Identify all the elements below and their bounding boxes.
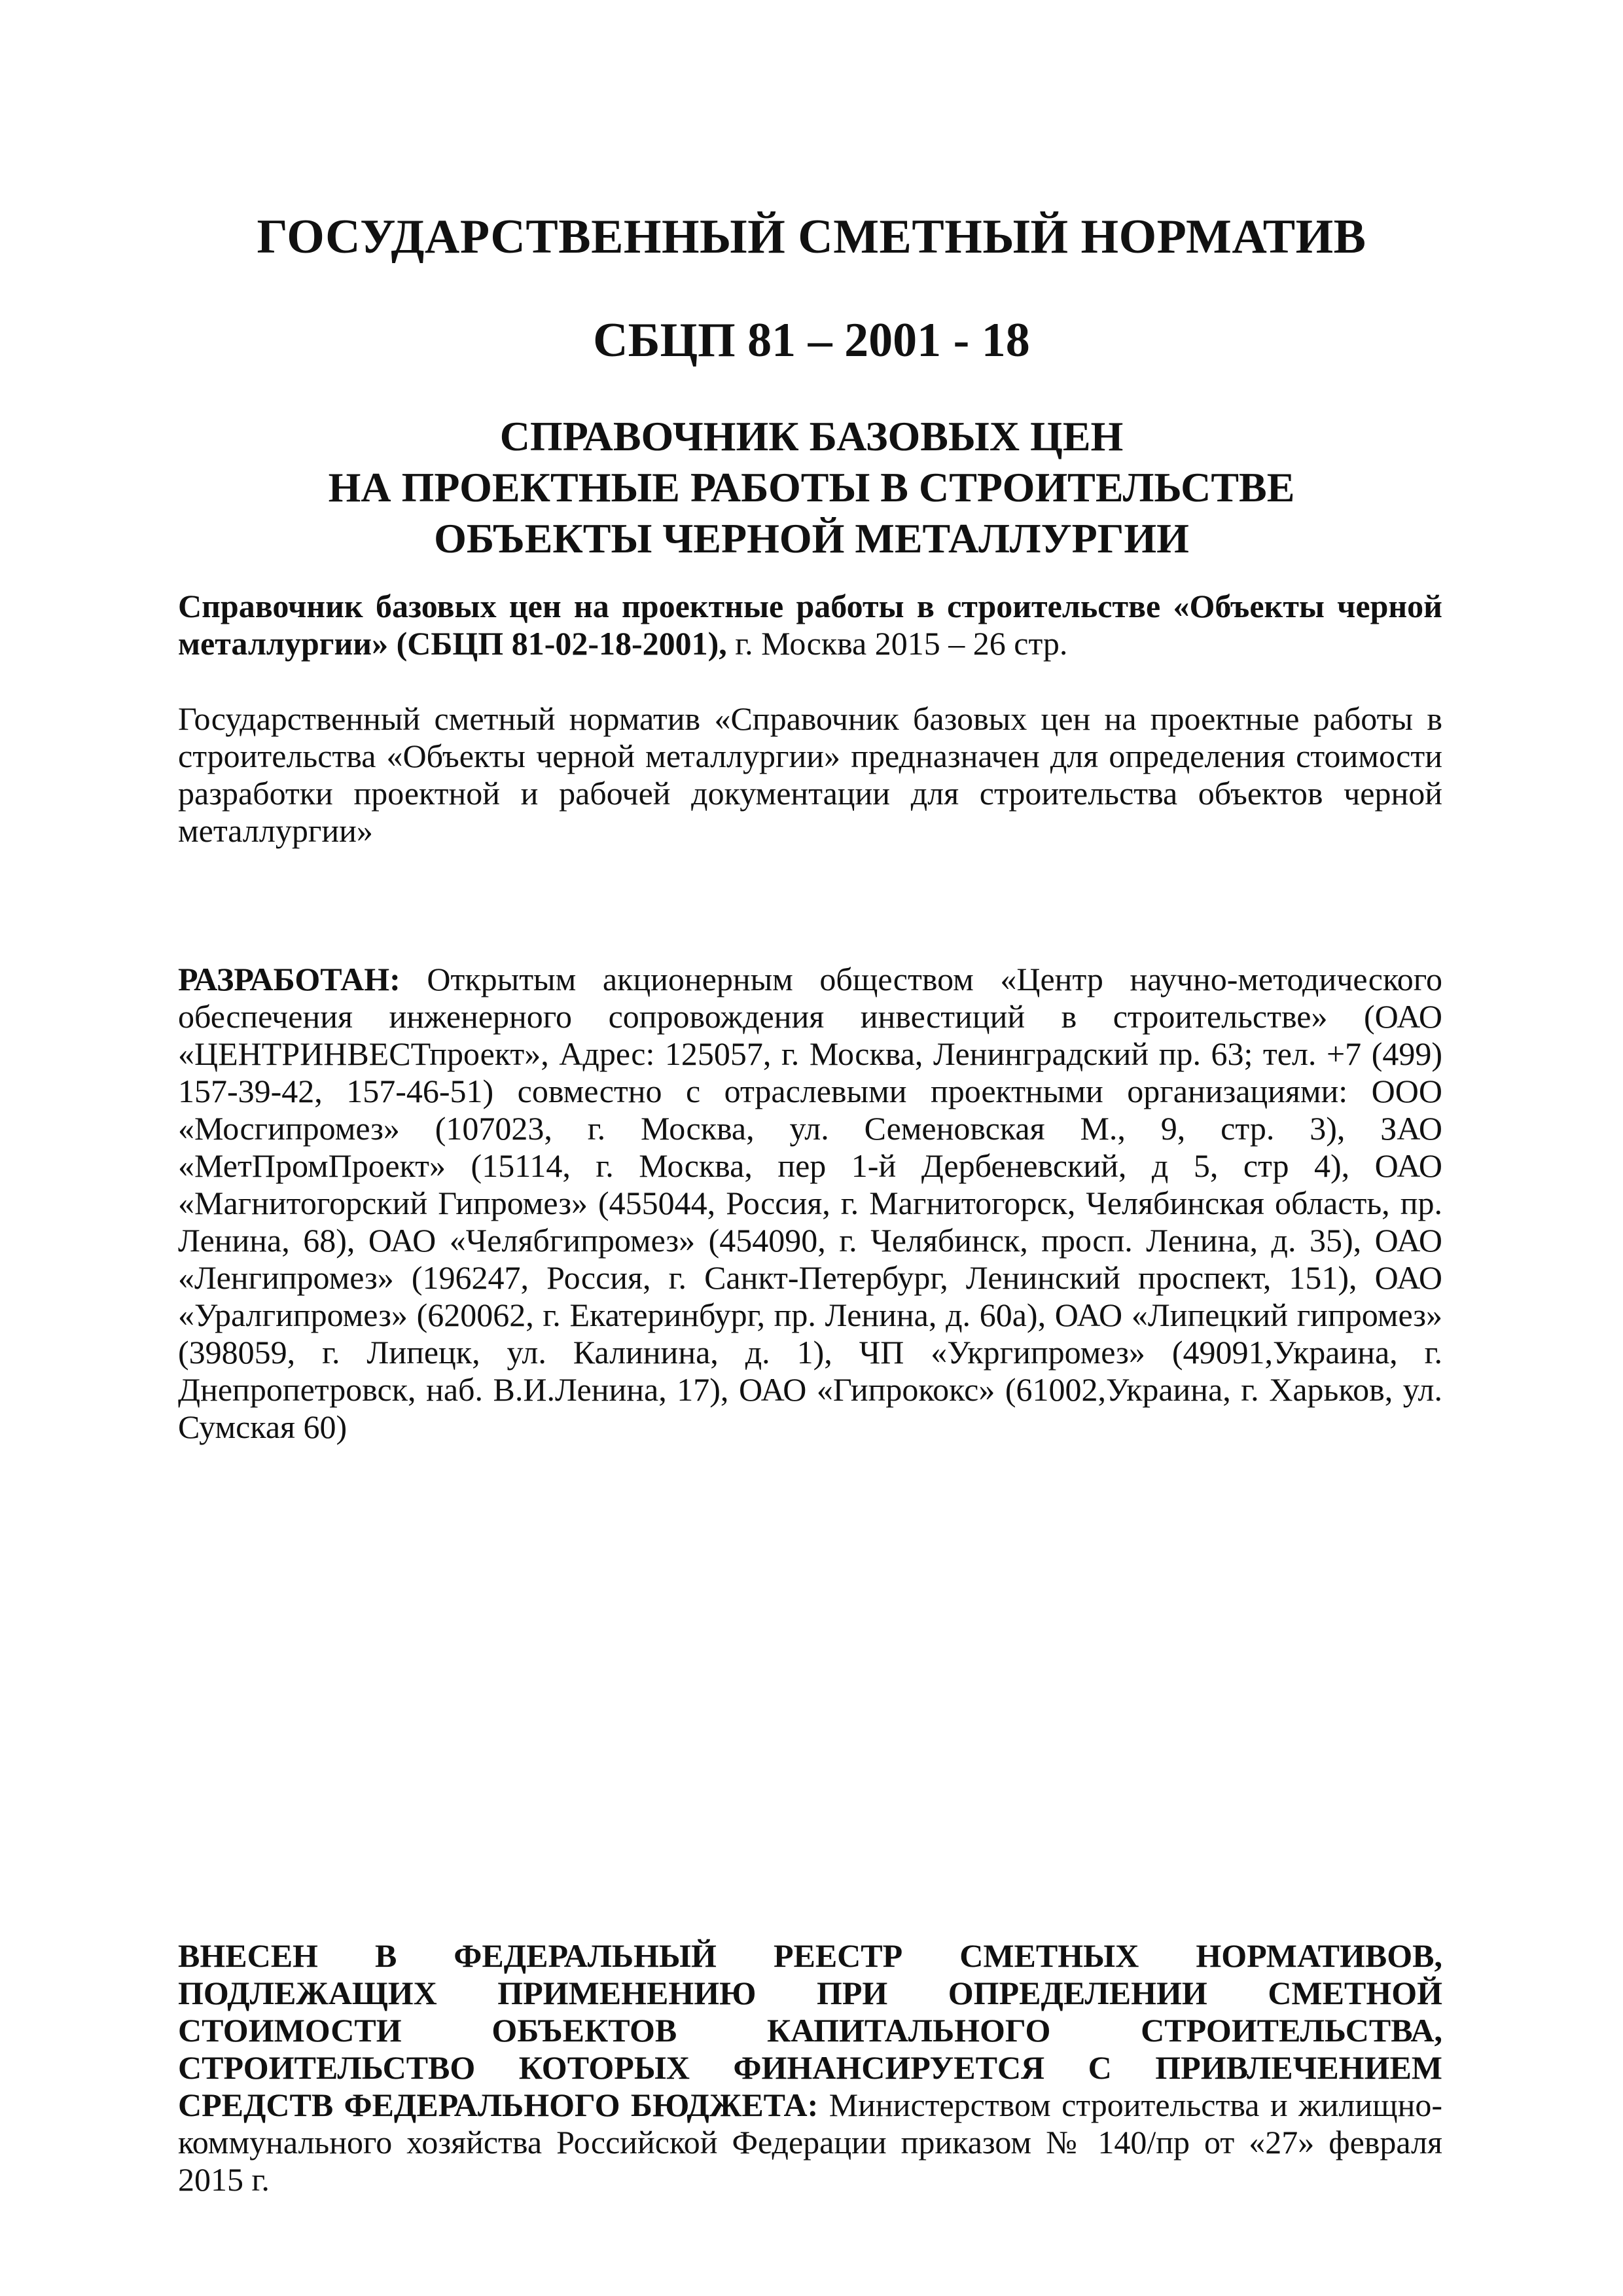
registry-text: Министерством строительства и жилищно-коммунального хозяйства Российской Федерации приказом № 140/пр от «27» февраля 2015 г.	[178, 2087, 1442, 2198]
document-code: СБЦП 81 – 2001 - 18	[593, 314, 1030, 367]
developed-paragraph	[178, 961, 1442, 1446]
developed-text: Открытым акционерным обществом «Центр научно-методического обеспечения инженерного сопровождения инвестиций в строительстве» (ОАО «ЦЕНТРИНВЕСТпроект», Адрес: 125057, г. Москва, Ленинградский пр. 63; тел. +7 (499) 157-39-42, 157-46-51) совместно с отраслевыми проектными организациями: ООО «Мосгипромез» (107023, г. Москва, ул. Семеновская М., 9, стр. 3), ЗАО «МетПромПроект» (15114, г. Москва, пер 1-й Дербеневский, д 5, стр 4), ОАО «Магнитогорский Гипромез» (455044, Россия, г. Магнитогорск, Челябинская область, пр. Ленина, 68), ОАО «Челябгипромез» (454090, г. Челябинск, просп. Ленина, д. 35), ОАО «Ленгипромез» (196247, Россия, г. Санкт-Петербург, Ленинский проспект, 151), ОАО «Уралгипромез» (620062, г. Екатеринбург, пр. Ленина, д. 60а), ОАО «Липецкий гипромез» (398059, г. Липецк, ул. Калинина, д. 1), ЧП «Укргипромез» (49091,Украина, г. Днепропетровск, наб. В.И.Ленина, 17), ОАО «Гипрококс» (61002,Украина, г. Харьков, ул. Сумская 60)	[178, 961, 1442, 1445]
subtitle-line-2: НА ПРОЕКТНЫЕ РАБОТЫ В СТРОИТЕЛЬСТВЕ	[328, 464, 1295, 511]
document-subtitle	[0, 411, 1623, 564]
subtitle-line-3: ОБЪЕКТЫ ЧЕРНОЙ МЕТАЛЛУРГИИ	[434, 515, 1189, 562]
description-normal: г. Москва 2015 – 26 стр.	[726, 625, 1068, 662]
bibliographic-description	[178, 588, 1442, 662]
developed-label: РАЗРАБОТАН:	[178, 961, 401, 997]
registry-label: ВНЕСЕН В ФЕДЕРАЛЬНЫЙ РЕЕСТР СМЕТНЫХ НОРМАТИВОВ, ПОДЛЕЖАЩИХ ПРИМЕНЕНИЮ ПРИ ОПРЕДЕЛЕНИИ СМЕТНОЙ СТОИМОСТИ ОБЪЕКТОВ КАПИТАЛЬНОГО СТРОИТЕЛЬСТВА, СТРОИТЕЛЬСТВО КОТОРЫХ ФИНАНСИРУЕТСЯ С ПРИВЛЕЧЕНИЕМ СРЕДСТВ ФЕДЕРАЛЬНОГО БЮДЖЕТА:	[178, 1937, 1442, 2123]
description-bold: Справочник базовых цен на проектные работы в строительстве «Объекты черной металлургии» (СБЦП 81-02-18-2001),	[178, 588, 1442, 662]
registry-paragraph	[178, 1937, 1442, 2198]
purpose-paragraph: Государственный сметный норматив «Справочник базовых цен на проектные работы в строительства «Объекты черной металлургии» предназначен для определения стоимости разработки проектной и рабочей документации для строительства объектов черной металлургии»	[178, 700, 1442, 849]
subtitle-line-1: СПРАВОЧНИК БАЗОВЫХ ЦЕН	[499, 413, 1124, 459]
document-title: ГОСУДАРСТВЕННЫЙ СМЕТНЫЙ НОРМАТИВ	[257, 210, 1366, 264]
